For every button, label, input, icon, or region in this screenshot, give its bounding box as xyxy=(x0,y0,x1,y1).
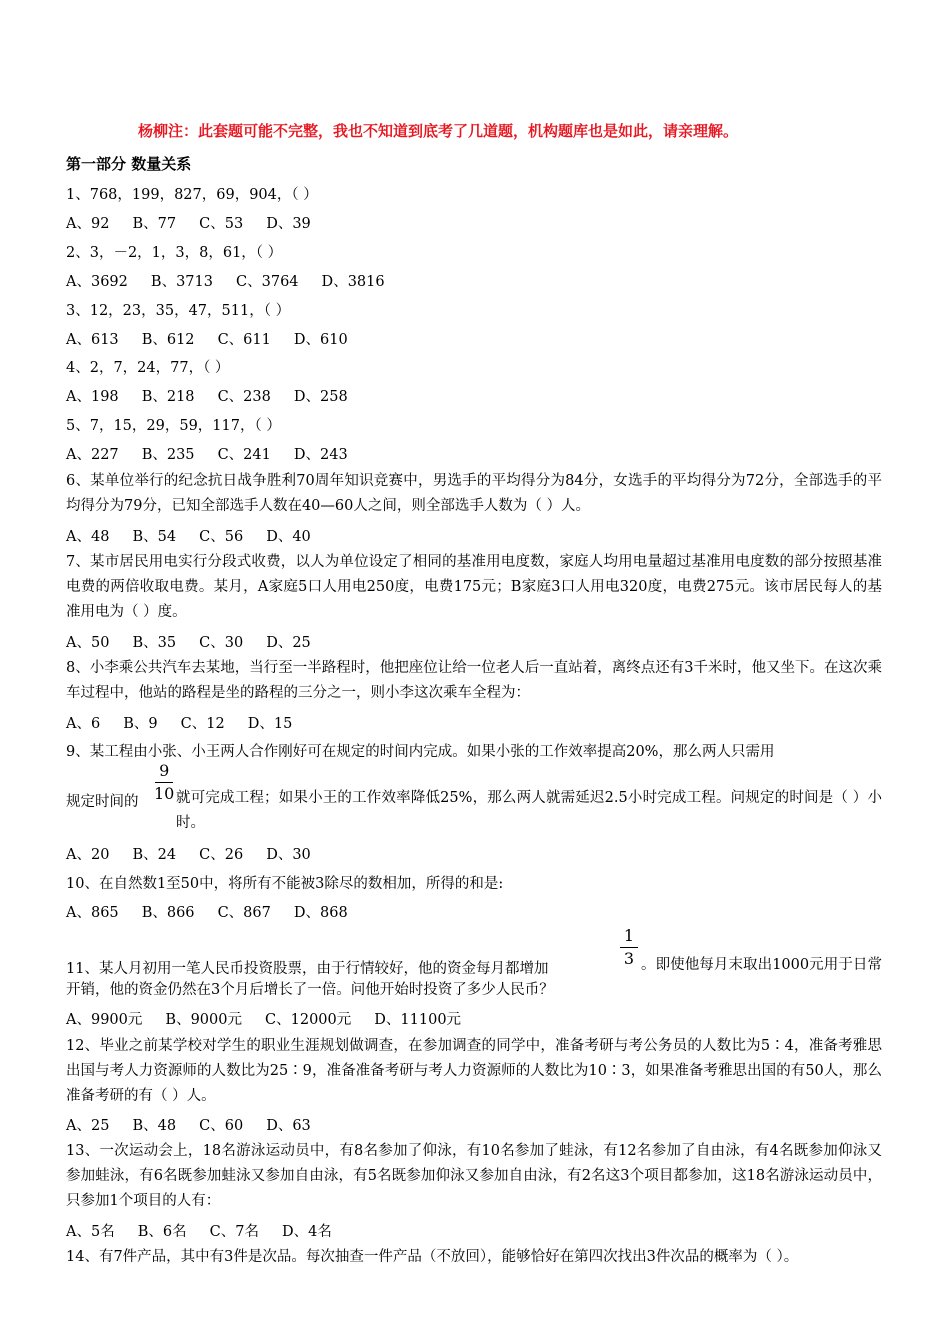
question-14: 14、有7件产品，其中有3件是次品。每次抽查一件产品（不放回），能够恰好在第四次找出3件次品的概率为（ ）。 xyxy=(66,1249,799,1265)
options-8: A、6 B、9 C、12 D、15 xyxy=(66,716,293,732)
fraction-nine-tenths xyxy=(154,762,174,803)
question-8: 8、小李乘公共汽车去某地，当行至一半路程时，他把座位让给一位老人后一直站着，离终点还有3千米时，他又坐下。在这次乘车过程中，他站的路程是坐的路程的三分之一，则小李这次乘车全程为： xyxy=(66,660,882,701)
question-12: 12、毕业之前某学校对学生的职业生涯规划做调查，在参加调查的同学中，准备考研与考公务员的人数比为5∶4，准备考雅思出国与考人力资源师的人数比为25∶9，准备准备考研与考人力资源师的人数比为10∶3，如果准备考雅思出国的有50人，那么准备考研的有（ ）人。 xyxy=(66,1038,882,1104)
question-1: 1、768，199，827，69，904，（ ） xyxy=(66,187,318,203)
question-9-line1: 9、某工程由小张、小王两人合作刚好可在规定的时间内完成。如果小张的工作效率提高20%，那么两人只需用 xyxy=(66,744,775,760)
fraction-numerator: 1 xyxy=(623,926,635,945)
fraction-bar xyxy=(620,947,638,948)
options-9: A、20 B、24 C、26 D、30 xyxy=(66,847,311,863)
question-9-text: 就可完成工程；如果小王的工作效率降低25%，那么两人就需延迟2.5小时完成工程。问规定的时间是（ ）小时。 xyxy=(176,790,882,831)
options-12: A、25 B、48 C、60 D、63 xyxy=(66,1118,311,1134)
question-2: 2、3，－2，1，3，8，61，（ ） xyxy=(66,245,283,261)
options-1: A、92 B、77 C、53 D、39 xyxy=(66,216,311,232)
question-10: 10、在自然数1至50中，将所有不能被3除尽的数相加，所得的和是: xyxy=(66,876,504,892)
fraction-denominator: 10 xyxy=(154,784,175,803)
options-2: A、3692 B、3713 C、3764 D、3816 xyxy=(66,274,385,290)
options-6: A、48 B、54 C、56 D、40 xyxy=(66,529,311,545)
question-11-rest: 。即使他每月末取出1000元用于日常开销，他的资金仍然在3个月后增长了一倍。问他开始时投资了多少人民币？ xyxy=(66,957,882,998)
section-title: 第一部分 数量关系 xyxy=(66,155,192,173)
question-6: 6、某单位举行的纪念抗日战争胜利70周年知识竞赛中，男选手的平均得分为84分，女选手的平均得分为72分，全部选手的平均得分为79分，已知全部选手人数在40—60人之间，则全部选手人数为（ ）人。 xyxy=(66,473,882,514)
fraction-bar xyxy=(155,782,173,783)
fraction-numerator: 9 xyxy=(159,761,170,780)
options-11: A、9900元 B、9000元 C、12000元 D、11100元 xyxy=(66,1012,462,1028)
fraction-denominator: 3 xyxy=(623,949,635,968)
question-4: 4、2，7，24，77，（ ） xyxy=(66,360,230,376)
question-9-rest xyxy=(176,786,882,836)
options-13: A、5名 B、6名 C、7名 D、4名 xyxy=(66,1224,332,1240)
question-9-prefix: 规定时间的 xyxy=(66,794,139,810)
editor-note: 杨柳注：此套题可能不完整，我也不知道到底考了几道题，机构题库也是如此，请亲理解。 xyxy=(138,122,739,140)
options-3: A、613 B、612 C、611 D、610 xyxy=(66,332,348,348)
question-3: 3、12，23，35，47，511，（ ） xyxy=(66,303,291,319)
question-7: 7、某市居民用电实行分段式收费，以人为单位设定了相同的基准用电度数，家庭人均用电量超过基准用电度数的部分按照基准电费的两倍收取电费。某月，A家庭5口人用电250度，电费175元；B家庭3口人用电320度，电费275元。该市居民每人的基准用电为（ ）度。 xyxy=(66,554,882,620)
question-5: 5、7，15，29，59，117，（ ） xyxy=(66,418,281,434)
options-7: A、50 B、35 C、30 D、25 xyxy=(66,635,311,651)
options-5: A、227 B、235 C、241 D、243 xyxy=(66,447,348,463)
options-4: A、198 B、218 C、238 D、258 xyxy=(66,389,348,405)
options-10: A、865 B、866 C、867 D、868 xyxy=(66,905,348,921)
question-13: 13、一次运动会上，18名游泳运动员中，有8名参加了仰泳，有10名参加了蛙泳，有12名参加了自由泳，有4名既参加仰泳又参加蛙泳，有6名既参加蛙泳又参加自由泳，有5名既参加仰泳又参加自由泳，有2名这3个项目都参加，这18名游泳运动员中，只参加1个项目的人有： xyxy=(66,1143,882,1209)
question-11-line1: 11、某人月初用一笔人民币投资股票，由于行情较好，他的资金每月都增加 xyxy=(66,961,549,977)
